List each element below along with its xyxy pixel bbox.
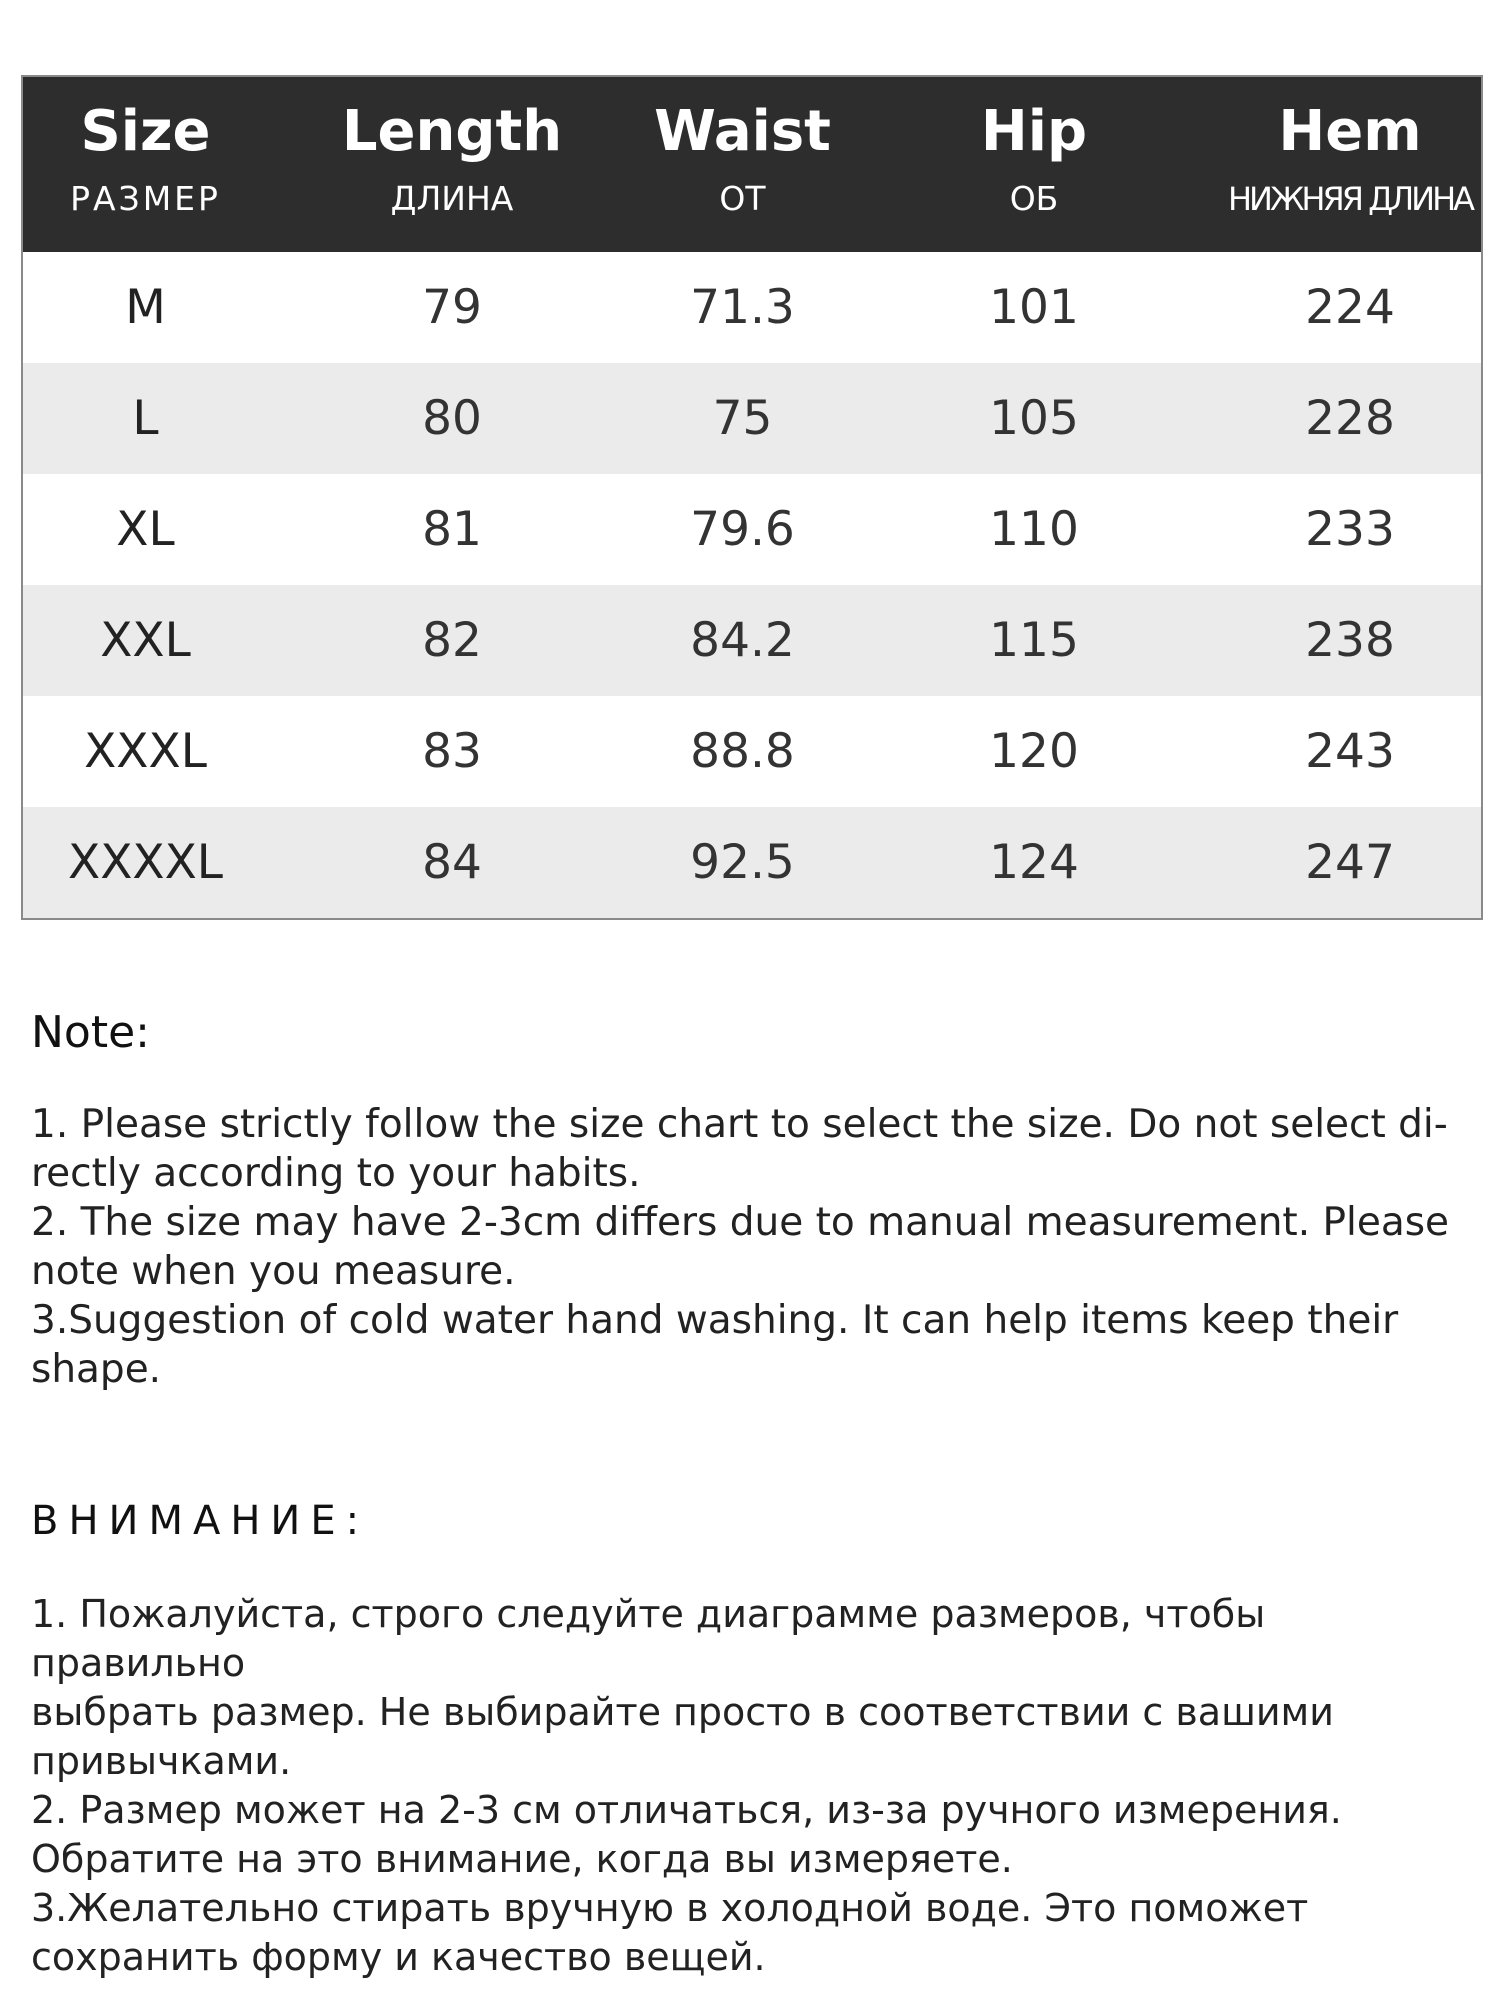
ru-note-line: привычками. (31, 1739, 292, 1783)
cell-waist: 79.6 (690, 502, 795, 557)
cell-hip: 110 (989, 502, 1079, 557)
table-row (23, 363, 1481, 474)
cell-length: 82 (422, 613, 482, 668)
header-length (268, 77, 636, 252)
ru-note-line: сохранить форму и качество вещей. (31, 1935, 766, 1979)
table-row (23, 474, 1481, 585)
cell-hem: 243 (1305, 724, 1395, 779)
note-line: note when you measure. (31, 1249, 516, 1294)
cell-hem: 238 (1305, 613, 1395, 668)
cell-waist: 88.8 (690, 724, 795, 779)
ru-note-line: выбрать размер. Не выбирайте просто в соответствии с вашими (31, 1690, 1334, 1734)
cell-waist: 92.5 (690, 835, 795, 890)
cell-hip: 124 (989, 835, 1079, 890)
cell-size: XL (116, 502, 175, 557)
cell-size: XXXXL (68, 835, 223, 890)
cell-length: 84 (422, 835, 482, 890)
cell-hem: 233 (1305, 502, 1395, 557)
cell-size: XXL (100, 613, 191, 668)
ru-note-line: 1. Пожалуйста, строго следуйте диаграмме размеров, чтобы правильно (31, 1592, 1266, 1685)
cell-hip: 105 (989, 391, 1079, 446)
note-line: shape. (31, 1347, 162, 1392)
header-length-en: Length (341, 99, 563, 164)
cell-hip: 120 (989, 724, 1079, 779)
table-body (23, 252, 1481, 918)
note-body (31, 1100, 1471, 1394)
table-header (23, 77, 1481, 252)
header-hem-ru: НИЖНЯЯ ДЛИНА (1227, 180, 1473, 218)
table-row (23, 585, 1481, 696)
header-waist-en: Waist (654, 99, 831, 164)
cell-hip: 101 (989, 280, 1079, 335)
note-line: 3.Suggestion of cold water hand washing. It can help items keep their (31, 1298, 1399, 1343)
header-hip-en: Hip (980, 99, 1088, 164)
header-hem-en: Hem (1278, 99, 1422, 164)
note-heading: Note: (31, 1007, 150, 1058)
header-size (23, 77, 268, 252)
header-waist (636, 77, 849, 252)
header-waist-ru: ОТ (719, 179, 766, 218)
cell-length: 80 (422, 391, 482, 446)
cell-length: 79 (422, 280, 482, 335)
header-hip (849, 77, 1219, 252)
note-line: 2. The size may have 2-3cm differs due to manual measurement. Please (31, 1200, 1450, 1245)
size-chart-table (21, 75, 1483, 920)
table-row (23, 252, 1481, 363)
ru-note-line: 2. Размер может на 2-3 см отличаться, из-за ручного измерения. (31, 1788, 1342, 1832)
cell-waist: 75 (712, 391, 773, 446)
ru-note-heading: ВНИМАНИЕ: (31, 1498, 370, 1544)
note-line: 1. Please strictly follow the size chart to select the size. Do not select di- (31, 1102, 1448, 1147)
cell-hem: 228 (1305, 391, 1395, 446)
header-size-en: Size (80, 99, 211, 164)
ru-note-body (31, 1590, 1471, 1982)
ru-note-line: Обратите на это внимание, когда вы измеряете. (31, 1837, 1013, 1881)
table-row (23, 807, 1481, 918)
cell-hip: 115 (989, 613, 1079, 668)
cell-waist: 84.2 (690, 613, 795, 668)
table-row (23, 696, 1481, 807)
cell-length: 81 (422, 502, 482, 557)
cell-size: L (132, 391, 159, 446)
cell-hem: 247 (1305, 835, 1395, 890)
cell-waist: 71.3 (690, 280, 795, 335)
cell-hem: 224 (1305, 280, 1395, 335)
header-hip-ru: ОБ (1009, 179, 1059, 218)
cell-size: M (125, 280, 166, 335)
header-size-ru: РАЗМЕР (70, 179, 221, 218)
header-hem (1219, 77, 1481, 252)
cell-size: XXXL (84, 724, 207, 779)
header-length-ru: ДЛИНА (390, 179, 514, 218)
note-line: rectly according to your habits. (31, 1151, 641, 1196)
cell-length: 83 (422, 724, 482, 779)
ru-note-line: 3.Желательно стирать вручную в холодной воде. Это поможет (31, 1886, 1309, 1930)
